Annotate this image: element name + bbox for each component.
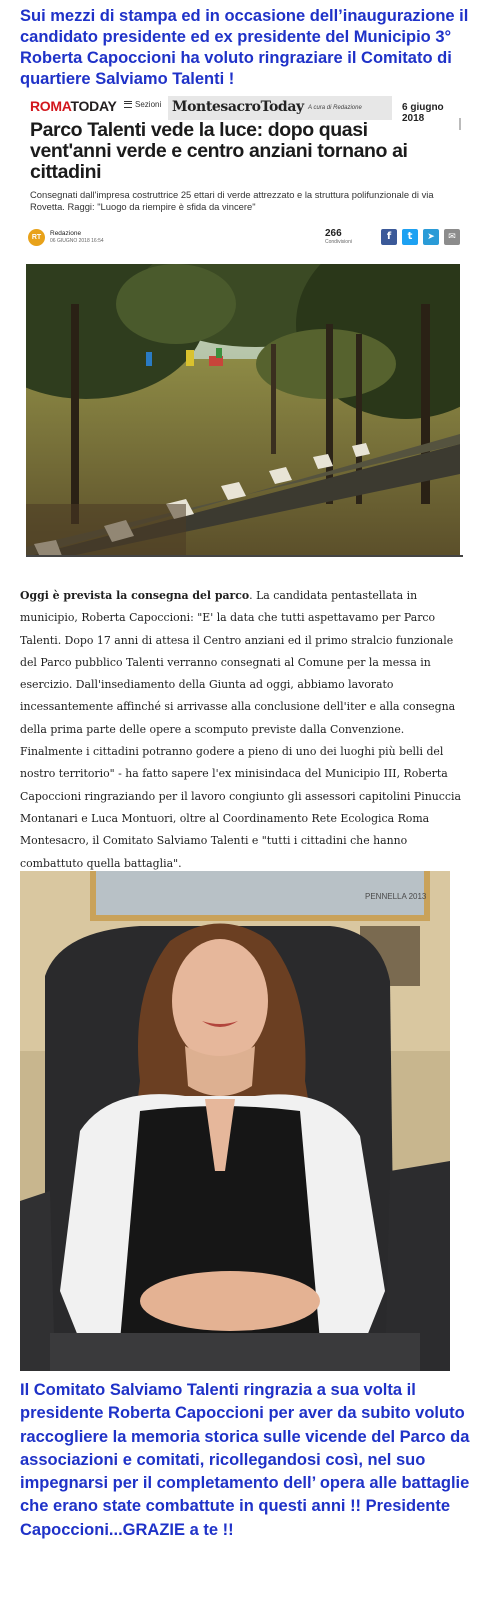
svg-text:PENNELLA 2013: PENNELLA 2013 bbox=[365, 892, 427, 901]
twitter-share-button[interactable] bbox=[402, 229, 418, 245]
facebook-share-button[interactable] bbox=[381, 229, 397, 245]
closing-caption: Il Comitato Salviamo Talenti ringrazia a sua volta il presidente Roberta Capoccioni per aver da subito voluto raccogliere la memoria storica sulle vicende del Parco da associazioni e comitati, ricollegandosi così, nel suo impegnarsi per il completamento dell’ opera alle battaglie che erano state combattute in questi anni !! Presidente Capoccioni...GRAZIE a te !! bbox=[20, 1381, 470, 1539]
author-avatar: RT bbox=[28, 229, 45, 246]
article-lead: Consegnati dall'impresa costruttrice 25 ettari di verde attrezzato e la struttura polifunzionale di via Rovetta. Raggi: "Luogo da riempire è sfida da vincere" bbox=[30, 189, 434, 212]
article-headline: Parco Talenti vede la luce: dopo quasi vent'anni verde e centro anziani tornano ai cittadini bbox=[30, 119, 408, 183]
park-photo bbox=[26, 264, 460, 557]
intro-caption: Sui mezzi di stampa ed in occasione dell’inaugurazione il candidato presidente ed ex presidente del Municipio 3° Roberta Capoccioni ha voluto ringraziare il Comitato di quartiere Salviamo Talenti ! bbox=[20, 7, 469, 88]
sections-menu[interactable] bbox=[124, 100, 161, 109]
romatoday-logo[interactable]: ROMATODAY bbox=[30, 98, 117, 114]
divider bbox=[26, 555, 463, 557]
article-lead-bold: Oggi è prevista la consegna del parco bbox=[20, 589, 250, 602]
sections-label: Sezioni bbox=[135, 100, 162, 109]
banner-subtitle: A cura di Redazione bbox=[308, 105, 362, 111]
share-label: Condivisioni bbox=[325, 239, 352, 245]
clipping-date: 6 giugno 2018 bbox=[402, 102, 444, 124]
news-clipping bbox=[18, 92, 468, 579]
portrait-photo bbox=[20, 871, 450, 1371]
montesacrotoday-logo: MontesacroToday bbox=[172, 99, 304, 115]
scrollbar[interactable] bbox=[459, 118, 461, 130]
facebook-icon: f bbox=[386, 231, 392, 242]
share-counter bbox=[325, 228, 352, 245]
mail-icon: ✉ bbox=[448, 232, 456, 242]
author-name[interactable]: Redazione bbox=[50, 230, 82, 237]
mail-share-button[interactable] bbox=[444, 229, 460, 245]
telegram-icon: ➤ bbox=[427, 232, 435, 242]
share-count: 266 bbox=[325, 228, 342, 239]
telegram-share-button[interactable] bbox=[423, 229, 439, 245]
hamburger-menu-icon bbox=[124, 101, 132, 108]
article-body bbox=[20, 585, 468, 875]
publish-date: 06 GIUGNO 2018 16:54 bbox=[50, 238, 104, 244]
montesacrotoday-banner[interactable] bbox=[168, 96, 392, 120]
article-text: . La candidata pentastellata in municipio, Roberta Capoccioni: "E' la data che tutti aspettavamo per Parco Talenti. Dopo 17 anni di attesa il Centro anziani ed il primo stralcio funzionale del Parco pubblico Talenti verranno consegnati al Comune per la messa in esercizio. Dall'insediamento della Giunta ad oggi, abbiamo lavorato incessantemente affinché si arrivasse alla conclusione dell'iter e alla consegna della prima parte delle opere a scomputo previste dalla Convenzione. Finalmente i cittadini potranno godere a pieno di uno dei luoghi più belli del nostro territorio" - ha fatto sapere l'ex minisindaca del Municipio III, Roberta Capoccioni ringraziando per il lavoro congiunto gli assessori capitolini Pinuccia Montanari e Luca Montuori, oltre al Coordinamento Rete Ecologica Roma Montesacro, il Comitato Salviamo Talenti e "tutti i cittadini che hanno combattuto quella battaglia". bbox=[20, 589, 461, 870]
article-meta bbox=[28, 223, 456, 253]
twitter-icon: t bbox=[407, 231, 413, 242]
